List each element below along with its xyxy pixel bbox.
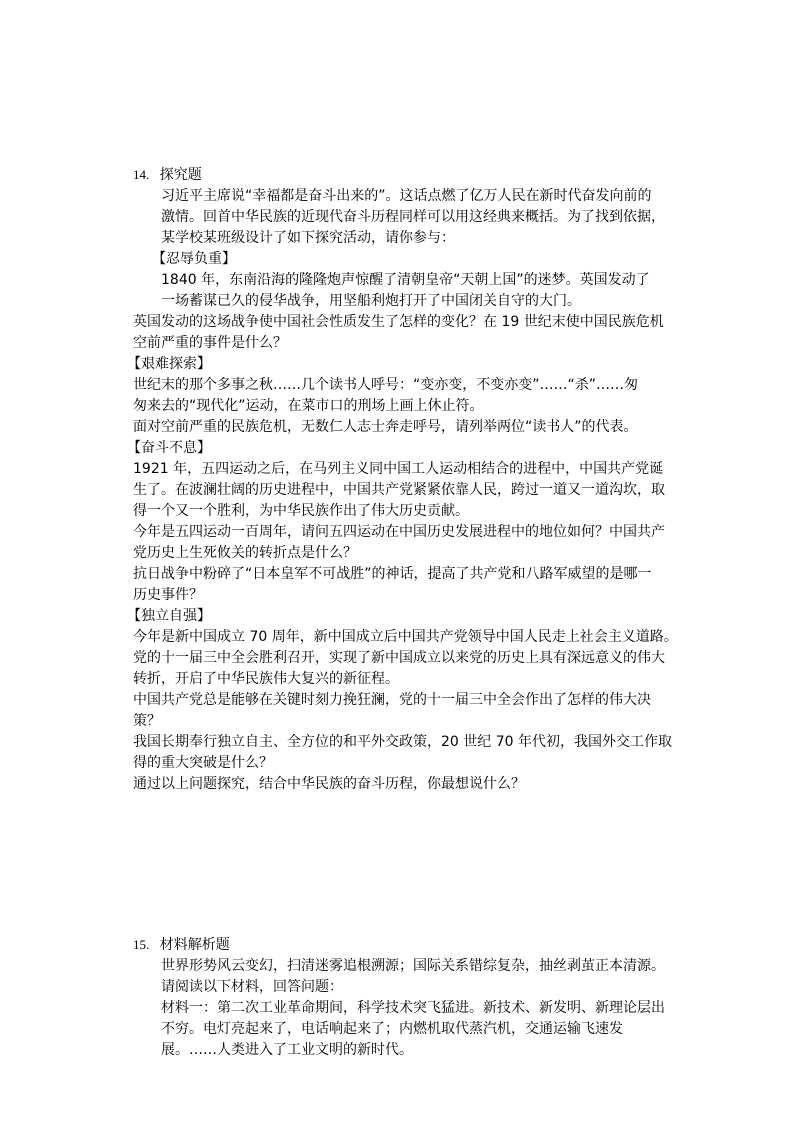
section-text: 得一个又一个胜利，为中华民族作出了伟大历史贡献。 <box>133 503 469 519</box>
question-text: 得的重大突破是什么？ <box>133 755 273 771</box>
question-15-header <box>133 935 230 955</box>
question-title: 探究题 <box>159 167 202 183</box>
question-text: 我国长期奉行独立自主、全方位的和平外交政策，20 世纪 70 年代初，我国外交工作取 <box>133 734 672 750</box>
question-text: 今年是五四运动一百周年，请问五四运动在中国历史发展进程中的地位如何？中国共产 <box>133 524 665 540</box>
intro-line: 习近平主席说“幸福都是奋斗出来的”。这话点燃了亿万人民在新时代奋发向前的 <box>161 188 652 204</box>
section-text: 转折，开启了中华民族伟大复兴的新征程。 <box>133 671 399 687</box>
section-heading-4: 【独立自强】 <box>127 608 211 624</box>
question-number: 15. <box>133 937 150 952</box>
section-text: 1840 年，东南沿海的隆隆炮声惊醒了清朝皇帝“天朝上国”的迷梦。英国发动了 <box>161 272 650 288</box>
material-text: 展。……人类进入了工业文明的新时代。 <box>161 1042 413 1058</box>
question-text: 历史事件？ <box>133 587 203 603</box>
section-text: 匆来去的“现代化”运动，在菜市口的刑场上画上休止符。 <box>133 398 484 414</box>
question-text: 党历史上生死攸关的转折点是什么？ <box>133 545 357 561</box>
question-text: 英国发动的这场战争使中国社会性质发生了怎样的变化？在 19 世纪末使中国民族危机 <box>133 314 664 330</box>
section-text: 世纪末的那个多事之秋……几个读书人呼号：“变亦变，不变亦变”……“杀”……匆 <box>133 377 639 393</box>
section-text: 生了。在波澜壮阔的历史进程中，中国共产党紧紧依靠人民，跨过一道又一道沟坎，取 <box>133 482 665 498</box>
question-number: 14. <box>133 167 150 182</box>
question-text: 策？ <box>133 713 161 729</box>
intro-line: 激情。回首中华民族的近现代奋斗历程同样可以用这经典来概括。为了找到依据， <box>161 209 665 225</box>
section-text: 1921 年，五四运动之后，在马列主义同中国工人运动相结合的进程中，中国共产党诞 <box>133 461 664 477</box>
question-14-header <box>133 165 202 185</box>
section-heading-2: 【艰难探索】 <box>127 356 211 372</box>
section-text: 今年是新中国成立 70 周年，新中国成立后中国共产党领导中国人民走上社会主义道路。 <box>133 629 678 645</box>
section-text: 一场蓄谋已久的侵华战争，用坚船利炮打开了中国闭关自守的大门。 <box>161 293 581 309</box>
material-text: 材料一：第二次工业革命期间，科学技术突飞猛进。新技术、新发明、新理论层出 <box>161 1000 665 1016</box>
section-heading-3: 【奋斗不息】 <box>127 440 211 456</box>
material-text: 不穷。电灯亮起来了，电话响起来了；内燃机取代蒸汽机，交通运输飞速发 <box>161 1021 623 1037</box>
section-heading-1: 【忍辱负重】 <box>152 251 236 267</box>
intro-line: 某学校某班级设计了如下探究活动，请你参与： <box>161 230 455 246</box>
section-text: 党的十一届三中全会胜利召开，实现了新中国成立以来党的历史上具有深远意义的伟大 <box>133 650 665 666</box>
question-text: 空前严重的事件是什么？ <box>133 335 287 351</box>
question-title: 材料解析题 <box>159 937 230 953</box>
question-text: 面对空前严重的民族危机，无数仁人志士奔走呼号，请列举两位“读书人”的代表。 <box>133 419 638 435</box>
question-text: 通过以上问题探究，结合中华民族的奋斗历程，你最想说什么？ <box>133 776 525 792</box>
question-text: 抗日战争中粉碎了“日本皇军不可战胜”的神话，提高了共产党和八路军威望的是哪一 <box>133 566 652 582</box>
intro-line: 请阅读以下材料，回答问题： <box>161 979 343 995</box>
intro-line: 世界形势风云变幻，扫清迷雾追根溯源；国际关系错综复杂，抽丝剥茧正本清源。 <box>161 958 665 974</box>
question-text: 中国共产党总是能够在关键时刻力挽狂澜，党的十一届三中全会作出了怎样的伟大决 <box>133 692 651 708</box>
